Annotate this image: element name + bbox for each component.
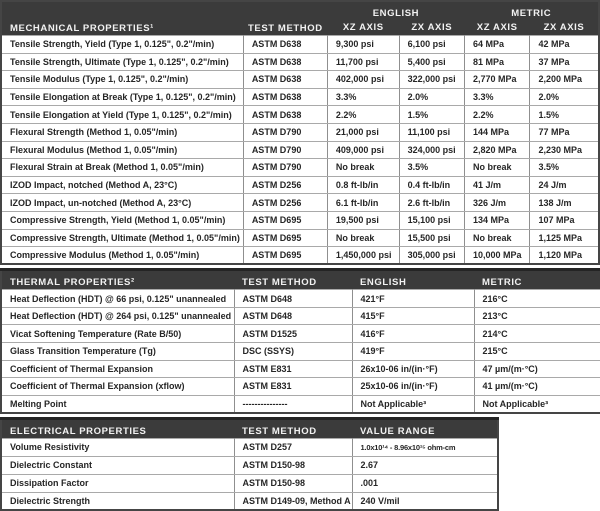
- property-cell: Tensile Strength, Ultimate (Type 1, 0.125", 0.2"/min): [1, 53, 243, 71]
- property-cell: Dissipation Factor: [1, 474, 234, 492]
- table-row: [1, 474, 498, 492]
- english-cell: 25x10-06 in/(in·°F): [352, 378, 474, 396]
- test-method-cell: DSC (SSYS): [234, 343, 352, 361]
- property-cell: Volume Resistivity: [1, 438, 234, 456]
- value-range-cell: 2.67: [352, 456, 498, 474]
- property-cell: IZOD Impact, notched (Method A, 23°C): [1, 176, 243, 194]
- table-row: [1, 456, 498, 474]
- metric-xz-cell: 2,820 MPa: [464, 141, 529, 159]
- test-method-cell: ASTM D638: [243, 71, 327, 89]
- english-zx-cell: 5,400 psi: [399, 53, 464, 71]
- table-row: [1, 159, 599, 177]
- property-cell: Vicat Softening Temperature (Rate B/50): [1, 325, 234, 343]
- metric-zx-cell: 2.0%: [530, 88, 599, 106]
- english-zx-cell: 322,000 psi: [399, 71, 464, 89]
- english-xz-cell: No break: [327, 159, 399, 177]
- column-header-english-xz-axis: XZ AXIS: [327, 20, 399, 36]
- english-zx-cell: 6,100 psi: [399, 36, 464, 54]
- metric-xz-cell: 81 MPa: [464, 53, 529, 71]
- metric-cell: 216°C: [474, 290, 600, 308]
- test-method-cell: ASTM D695: [243, 211, 327, 229]
- property-cell: Coefficient of Thermal Expansion: [1, 360, 234, 378]
- english-xz-cell: 19,500 psi: [327, 211, 399, 229]
- property-cell: Flexural Strain at Break (Method 1, 0.05"/min): [1, 159, 243, 177]
- property-cell: IZOD Impact, un-notched (Method A, 23°C): [1, 194, 243, 212]
- metric-xz-cell: 41 J/m: [464, 176, 529, 194]
- column-header-test-method: TEST METHOD: [234, 270, 352, 290]
- test-method-cell: ASTM D648: [234, 290, 352, 308]
- metric-xz-cell: No break: [464, 159, 529, 177]
- english-zx-cell: 1.5%: [399, 106, 464, 124]
- column-header-metric: METRIC: [474, 270, 600, 290]
- english-zx-cell: 305,000 psi: [399, 247, 464, 265]
- table-row: [1, 325, 600, 343]
- metric-xz-cell: 2,770 MPa: [464, 71, 529, 89]
- table-row: [1, 211, 599, 229]
- electrical-header: [1, 418, 498, 438]
- property-cell: Tensile Strength, Yield (Type 1, 0.125", 0.2"/min): [1, 36, 243, 54]
- property-cell: Glass Transition Temperature (Tg): [1, 343, 234, 361]
- test-method-cell: ASTM D256: [243, 176, 327, 194]
- test-method-cell: ASTM D790: [243, 123, 327, 141]
- property-cell: Heat Deflection (HDT) @ 264 psi, 0.125" unannealed: [1, 307, 234, 325]
- property-cell: Heat Deflection (HDT) @ 66 psi, 0.125" unannealed: [1, 290, 234, 308]
- english-zx-cell: 0.4 ft-lb/in: [399, 176, 464, 194]
- english-cell: 26x10-06 in/(in·°F): [352, 360, 474, 378]
- table-row: [1, 123, 599, 141]
- english-xz-cell: 409,000 psi: [327, 141, 399, 159]
- english-zx-cell: 2.6 ft-lb/in: [399, 194, 464, 212]
- table-row: [1, 36, 599, 54]
- property-cell: Melting Point: [1, 395, 234, 413]
- metric-zx-cell: 1,125 MPa: [530, 229, 599, 247]
- metric-xz-cell: 2.2%: [464, 106, 529, 124]
- property-cell: Compressive Strength, Yield (Method 1, 0.05"/min): [1, 211, 243, 229]
- test-method-cell: ASTM D638: [243, 106, 327, 124]
- test-method-cell: ASTM D638: [243, 88, 327, 106]
- property-cell: Dielectric Constant: [1, 456, 234, 474]
- section-title-mechanical: MECHANICAL PROPERTIES¹: [1, 1, 243, 36]
- table-row: [1, 378, 600, 396]
- test-method-cell: ASTM D695: [243, 229, 327, 247]
- metric-zx-cell: 2,200 MPa: [530, 71, 599, 89]
- table-row: [1, 395, 600, 413]
- metric-zx-cell: 2,230 MPa: [530, 141, 599, 159]
- english-cell: 416°F: [352, 325, 474, 343]
- english-xz-cell: 21,000 psi: [327, 123, 399, 141]
- metric-xz-cell: 64 MPa: [464, 36, 529, 54]
- value-range-cell: 240 V/mil: [352, 492, 498, 510]
- english-xz-cell: 0.8 ft-lb/in: [327, 176, 399, 194]
- english-zx-cell: 324,000 psi: [399, 141, 464, 159]
- property-cell: Compressive Modulus (Method 1, 0.05"/min): [1, 247, 243, 265]
- table-row: [1, 194, 599, 212]
- metric-zx-cell: 24 J/m: [530, 176, 599, 194]
- test-method-cell: ASTM D790: [243, 141, 327, 159]
- english-cell: 415°F: [352, 307, 474, 325]
- test-method-cell: ASTM D256: [243, 194, 327, 212]
- property-cell: Compressive Strength, Ultimate (Method 1, 0.05"/min): [1, 229, 243, 247]
- metric-zx-cell: 1,120 MPa: [530, 247, 599, 265]
- section-title-thermal: THERMAL PROPERTIES²: [1, 270, 234, 290]
- english-cell: 421°F: [352, 290, 474, 308]
- metric-zx-cell: 37 MPa: [530, 53, 599, 71]
- column-header-value-range: VALUE RANGE: [352, 418, 498, 438]
- english-xz-cell: 2.2%: [327, 106, 399, 124]
- table-row: [1, 176, 599, 194]
- column-header-english: ENGLISH: [352, 270, 474, 290]
- table-row: [1, 106, 599, 124]
- table-row: [1, 360, 600, 378]
- column-header-english-zx-axis: ZX AXIS: [399, 20, 464, 36]
- metric-cell: 215°C: [474, 343, 600, 361]
- metric-xz-cell: No break: [464, 229, 529, 247]
- english-xz-cell: 11,700 psi: [327, 53, 399, 71]
- metric-cell: 214°C: [474, 325, 600, 343]
- column-group-english: ENGLISH: [327, 1, 464, 20]
- column-header-test-method: TEST METHOD: [234, 418, 352, 438]
- test-method-cell: ASTM D150-98: [234, 456, 352, 474]
- metric-xz-cell: 144 MPa: [464, 123, 529, 141]
- test-method-cell: ASTM D695: [243, 247, 327, 265]
- column-header-metric-xz-axis: XZ AXIS: [464, 20, 529, 36]
- table-row: [1, 71, 599, 89]
- english-cell: Not Applicable³: [352, 395, 474, 413]
- metric-zx-cell: 3.5%: [530, 159, 599, 177]
- metric-xz-cell: 134 MPa: [464, 211, 529, 229]
- english-zx-cell: 15,500 psi: [399, 229, 464, 247]
- property-cell: Tensile Modulus (Type 1, 0.125", 0.2"/min): [1, 71, 243, 89]
- property-cell: Coefficient of Thermal Expansion (xflow): [1, 378, 234, 396]
- property-cell: Flexural Modulus (Method 1, 0.05"/min): [1, 141, 243, 159]
- table-row: [1, 53, 599, 71]
- table-row: [1, 247, 599, 265]
- test-method-cell: ASTM D638: [243, 36, 327, 54]
- test-method-cell: ASTM D638: [243, 53, 327, 71]
- test-method-cell: ASTM D790: [243, 159, 327, 177]
- english-zx-cell: 2.0%: [399, 88, 464, 106]
- property-cell: Tensile Elongation at Break (Type 1, 0.125", 0.2"/min): [1, 88, 243, 106]
- metric-zx-cell: 138 J/m: [530, 194, 599, 212]
- test-method-cell: ASTM D257: [234, 438, 352, 456]
- english-xz-cell: 402,000 psi: [327, 71, 399, 89]
- metric-zx-cell: 107 MPa: [530, 211, 599, 229]
- table-row: [1, 438, 498, 456]
- english-xz-cell: 9,300 psi: [327, 36, 399, 54]
- test-method-cell: ---------------: [234, 395, 352, 413]
- column-header-test-method: TEST METHOD: [243, 1, 327, 36]
- english-zx-cell: 15,100 psi: [399, 211, 464, 229]
- property-cell: Flexural Strength (Method 1, 0.05"/min): [1, 123, 243, 141]
- metric-xz-cell: 326 J/m: [464, 194, 529, 212]
- english-cell: 419°F: [352, 343, 474, 361]
- test-method-cell: ASTM D150-98: [234, 474, 352, 492]
- test-method-cell: ASTM D1525: [234, 325, 352, 343]
- table-row: [1, 88, 599, 106]
- metric-zx-cell: 77 MPa: [530, 123, 599, 141]
- english-xz-cell: 3.3%: [327, 88, 399, 106]
- property-cell: Dielectric Strength: [1, 492, 234, 510]
- table-row: [1, 343, 600, 361]
- section-title-electrical: ELECTRICAL PROPERTIES: [1, 418, 234, 438]
- english-xz-cell: 1,450,000 psi: [327, 247, 399, 265]
- test-method-cell: ASTM D648: [234, 307, 352, 325]
- english-zx-cell: 3.5%: [399, 159, 464, 177]
- metric-cell: 213°C: [474, 307, 600, 325]
- metric-cell: Not Applicable³: [474, 395, 600, 413]
- test-method-cell: ASTM D149-09, Method A: [234, 492, 352, 510]
- value-range-cell: .001: [352, 474, 498, 492]
- english-xz-cell: No break: [327, 229, 399, 247]
- electrical-properties-table: [0, 417, 499, 511]
- mechanical-header: [1, 1, 599, 36]
- table-row: [1, 141, 599, 159]
- column-header-metric-zx-axis: ZX AXIS: [530, 20, 599, 36]
- test-method-cell: ASTM E831: [234, 378, 352, 396]
- metric-zx-cell: 1.5%: [530, 106, 599, 124]
- column-group-metric: METRIC: [464, 1, 599, 20]
- table-row: [1, 290, 600, 308]
- metric-xz-cell: 10,000 MPa: [464, 247, 529, 265]
- table-row: [1, 229, 599, 247]
- english-xz-cell: 6.1 ft-lb/in: [327, 194, 399, 212]
- property-cell: Tensile Elongation at Yield (Type 1, 0.125", 0.2"/min): [1, 106, 243, 124]
- english-zx-cell: 11,100 psi: [399, 123, 464, 141]
- table-row: [1, 492, 498, 510]
- thermal-header: [1, 270, 600, 290]
- table-row: [1, 307, 600, 325]
- value-range-cell: 1.0x10¹⁴ - 8.96x10¹⁵ ohm-cm: [352, 438, 498, 456]
- metric-cell: 41 µm/(m·°C): [474, 378, 600, 396]
- metric-xz-cell: 3.3%: [464, 88, 529, 106]
- thermal-properties-table: [0, 268, 600, 414]
- test-method-cell: ASTM E831: [234, 360, 352, 378]
- metric-zx-cell: 42 MPa: [530, 36, 599, 54]
- metric-cell: 47 µm/(m·°C): [474, 360, 600, 378]
